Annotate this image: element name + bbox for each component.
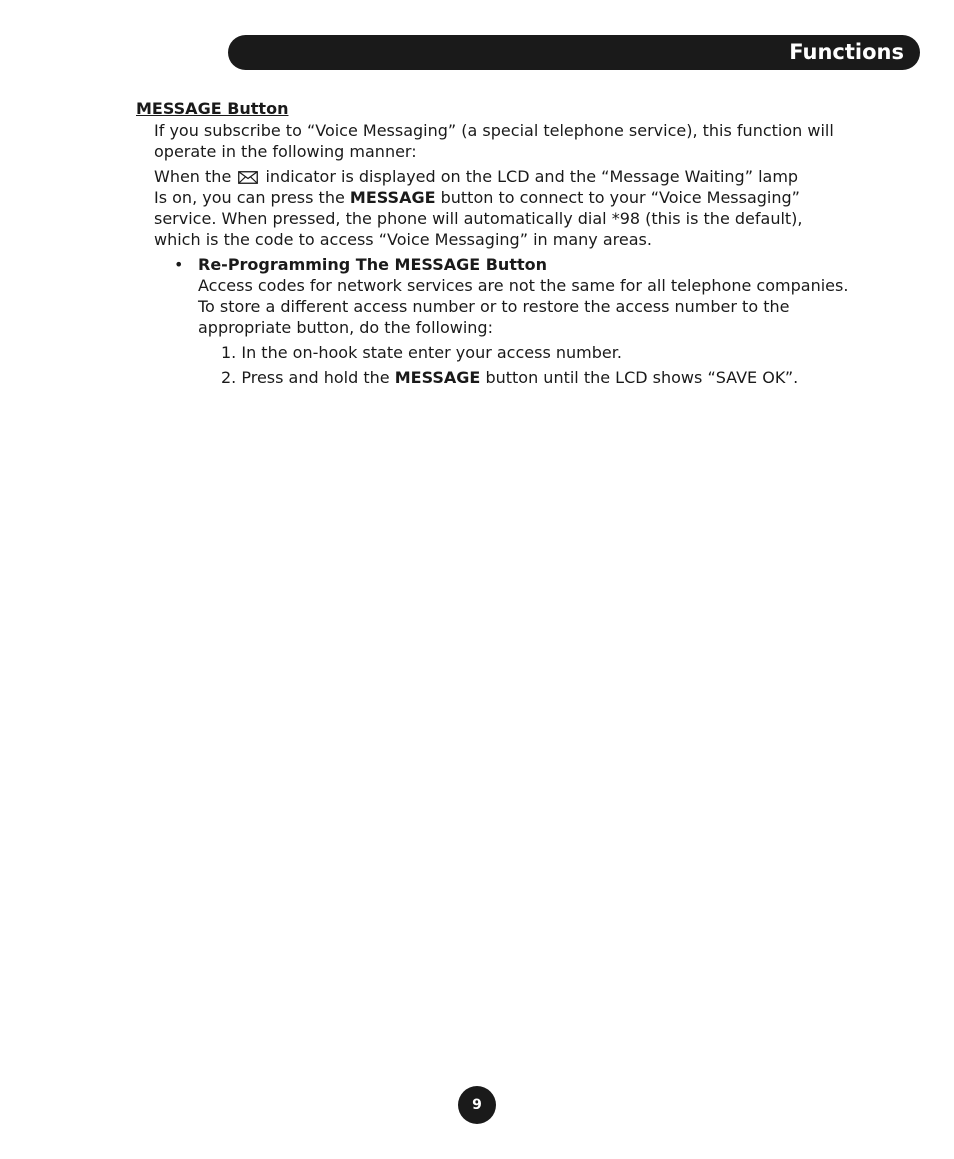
para2-line-2-before: Is on, you can press the — [154, 188, 345, 207]
step-2-number: 2. — [221, 368, 237, 387]
para2-line-1-before: When the — [154, 167, 232, 186]
bullet-line-1: Access codes for network services are not the same for all telephone companies. — [198, 276, 849, 295]
step-2 — [221, 367, 798, 388]
para2-line-3: service. When pressed, the phone will automatically dial *98 (this is the default), — [154, 209, 803, 228]
message-keyword: MESSAGE — [349, 188, 436, 207]
intro-line-2: operate in the following manner: — [154, 142, 417, 161]
header-bar — [228, 35, 920, 70]
bullet-line-2: To store a different access number or to restore the access number to the — [198, 297, 790, 316]
page-title: Functions — [789, 40, 904, 64]
para2-line-1-after: indicator is displayed on the LCD and the “Message Waiting” lamp — [265, 167, 799, 186]
page-number: 9 — [458, 1086, 496, 1124]
message-keyword: MESSAGE — [394, 368, 481, 387]
bullet-title: Re-Programming The MESSAGE Button — [198, 255, 547, 274]
envelope-icon — [238, 171, 258, 184]
bullet-marker: • — [174, 255, 184, 274]
step-1-text: In the on-hook state enter your access number. — [241, 343, 622, 362]
step-2-after: button until the LCD shows “SAVE OK”. — [485, 368, 799, 387]
bullet-line-3: appropriate button, do the following: — [198, 318, 493, 337]
para2-line-2-after: button to connect to your “Voice Messaging” — [440, 188, 800, 207]
step-1-number: 1. — [221, 343, 237, 362]
para2-line-2 — [154, 187, 800, 208]
para2-line-1 — [154, 166, 798, 187]
step-1 — [221, 342, 622, 363]
step-2-before: Press and hold the — [241, 368, 390, 387]
para2-line-4: which is the code to access “Voice Messaging” in many areas. — [154, 230, 652, 249]
intro-line-1: If you subscribe to “Voice Messaging” (a special telephone service), this function will — [154, 121, 834, 140]
section-heading: MESSAGE Button — [136, 99, 289, 118]
